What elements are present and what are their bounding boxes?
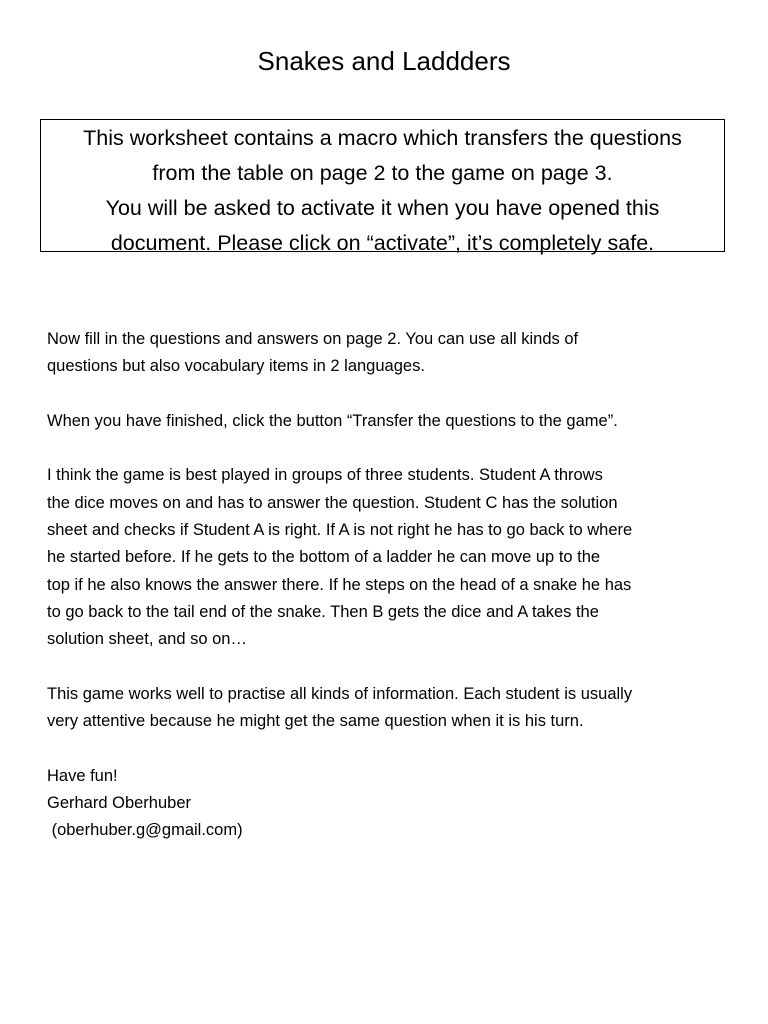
instructions-paragraph-benefits [47,681,737,736]
notice-line: from the table on page 2 to the game on page 3. [152,161,613,185]
instructions-paragraph-rules [47,462,737,653]
paragraph-line: questions but also vocabulary items in 2 languages. [47,357,425,376]
paragraph-line: Now fill in the questions and answers on page 2. You can use all kinds of [47,330,579,348]
signature-email: (oberhuber.g@gmail.com) [47,821,243,840]
notice-line: document. Please click on “activate”, it’s completely safe. [110,231,655,255]
instructions-paragraph-transfer [47,408,737,435]
notice-line: You will be asked to activate it when you have opened this [105,196,660,220]
paragraph-line: I think the game is best played in groups of three students. Student A throws [47,466,603,485]
paragraph-line: When you have finished, click the button “Transfer the questions to the game”. [47,411,618,430]
paragraph-line: to go back to the tail end of the snake. Then B gets the dice and A takes the [47,602,599,621]
paragraph-line: top if he also knows the answer there. If he steps on the head of a snake he has [47,575,632,594]
signature-greeting: Have fun! [47,766,118,785]
instructions-paragraph-fill-in [47,326,737,381]
signature-block [47,763,737,845]
paragraph-line: solution sheet, and so on… [47,630,247,649]
signature-author: Gerhard Oberhuber [47,794,191,813]
instructions-body [47,326,737,845]
paragraph-line: This game works well to practise all kinds of information. Each student is usually [47,684,633,703]
notice-line: This worksheet contains a macro which transfers the questions [83,126,682,150]
page-title: Snakes and Laddders [257,46,511,76]
macro-notice-box [40,119,725,255]
paragraph-line: very attentive because he might get the same question when it is his turn. [47,712,584,731]
paragraph-line: the dice moves on and has to answer the question. Student C has the solution [47,493,618,512]
paragraph-line: he started before. If he gets to the bottom of a ladder he can move up to the [47,548,601,567]
paragraph-line: sheet and checks if Student A is right. If A is not right he has to go back to where [47,521,633,540]
